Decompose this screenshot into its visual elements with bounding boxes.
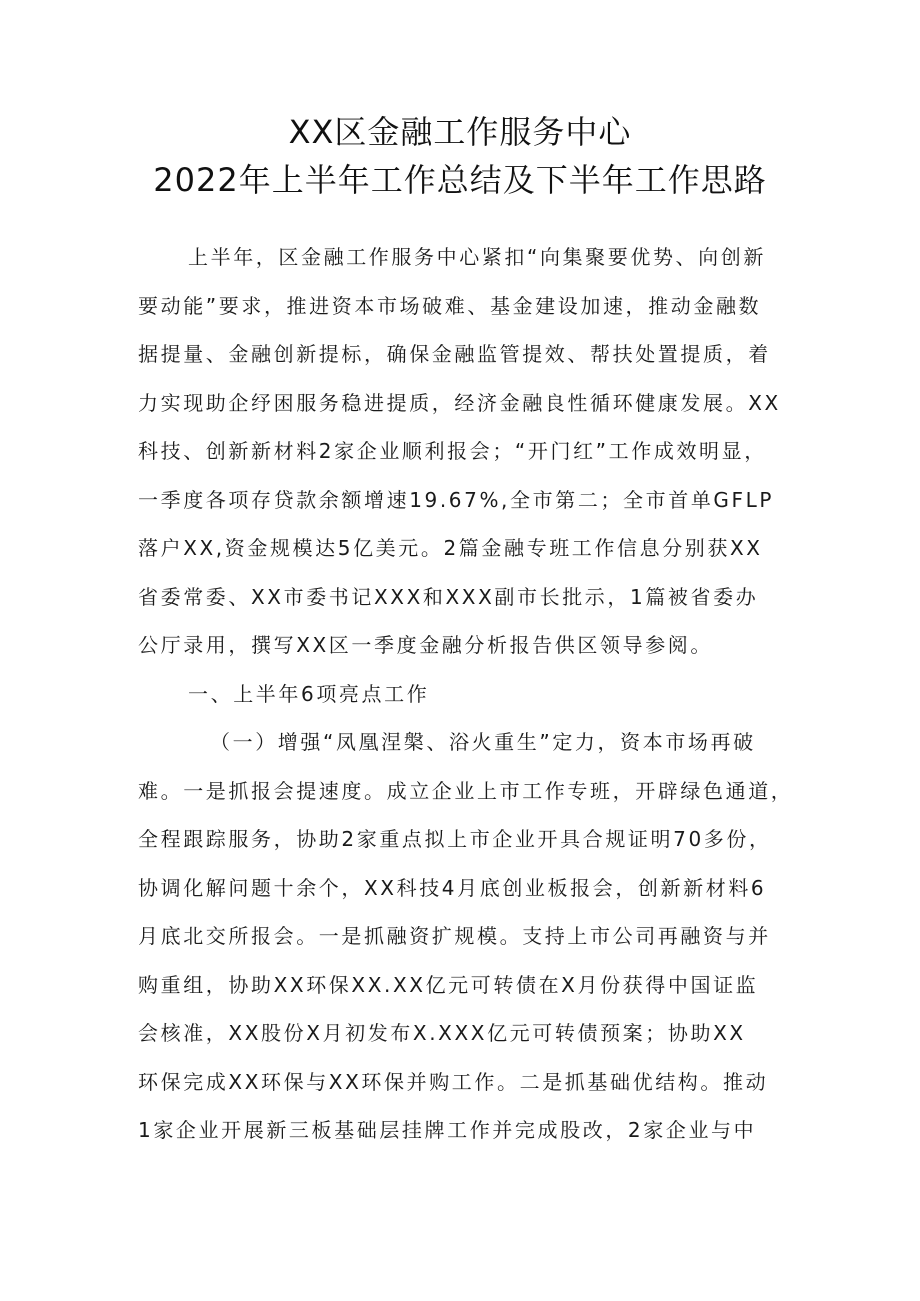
document-body xyxy=(138,233,794,1155)
paragraph-line: 科技、创新新材料2家企业顺利报会；“开门红”工作成效明显， xyxy=(138,439,767,463)
paragraph-line: 落户XX,资金规模达5亿美元。2篇金融专班工作信息分别获XX xyxy=(138,536,763,560)
paragraph-line: 环保完成XX环保与XX环保并购工作。二是抓基础优结构。推动 xyxy=(138,1069,769,1094)
paragraph-line: 要动能”要求，推进资本市场破难、基金建设加速，推动金融数 xyxy=(138,293,762,318)
title-line-organization: XX区金融工作服务中心 xyxy=(288,113,632,151)
paragraph-line: 省委常委、XX市委书记XXX和XXX副市长批示，1篇被省委办 xyxy=(138,584,759,609)
paragraph-line: 据提量、金融创新提标，确保金融监管提效、帮扶处置提质，着 xyxy=(138,342,771,366)
paragraph-line: 购重组，协助XX环保XX.XX亿元可转债在X月份获得中国证监 xyxy=(138,972,759,997)
paragraph-line: 力实现助企纾困服务稳进提质，经济金融良性循环健康发展。XX xyxy=(138,390,781,415)
paragraph-line: 公厅录用，撰写XX区一季度金融分析报告供区领导参阅。 xyxy=(138,633,714,657)
paragraph-line: 上半年，区金融工作服务中心紧扣“向集聚要优势、向创新 xyxy=(188,245,766,269)
section-heading: 一、上半年6项亮点工作 xyxy=(188,681,430,706)
paragraph-line: 月底北交所报会。一是抓融资扩规模。支持上市公司再融资与并 xyxy=(138,924,771,948)
subsection-heading-line: （一）增强“凤凰涅槃、浴火重生”定力，资本市场再破 xyxy=(210,730,756,754)
paragraph-line: 一季度各项存贷款余额增速19.67%,全市第二；全市首单GFLP xyxy=(138,487,775,512)
paragraph-line: 会核准，XX股份X月初发布X.XXX亿元可转债预案；协助XX xyxy=(138,1021,746,1045)
title-line-subject: 2022年上半年工作总结及下半年工作思路 xyxy=(153,161,767,199)
paragraph-line: 1家企业开展新三板基础层挂牌工作并完成股改，2家企业与中 xyxy=(138,1118,757,1142)
document-title xyxy=(0,108,920,204)
paragraph-line: 难。一是抓报会提速度。成立企业上市工作专班，开辟绿色通道， xyxy=(138,778,794,803)
paragraph-line: 协调化解问题十余个，XX科技4月底创业板报会，创新新材料6 xyxy=(138,875,767,900)
paragraph-line: 全程跟踪服务，协助2家重点拟上市企业开具合规证明70多份， xyxy=(138,827,772,851)
